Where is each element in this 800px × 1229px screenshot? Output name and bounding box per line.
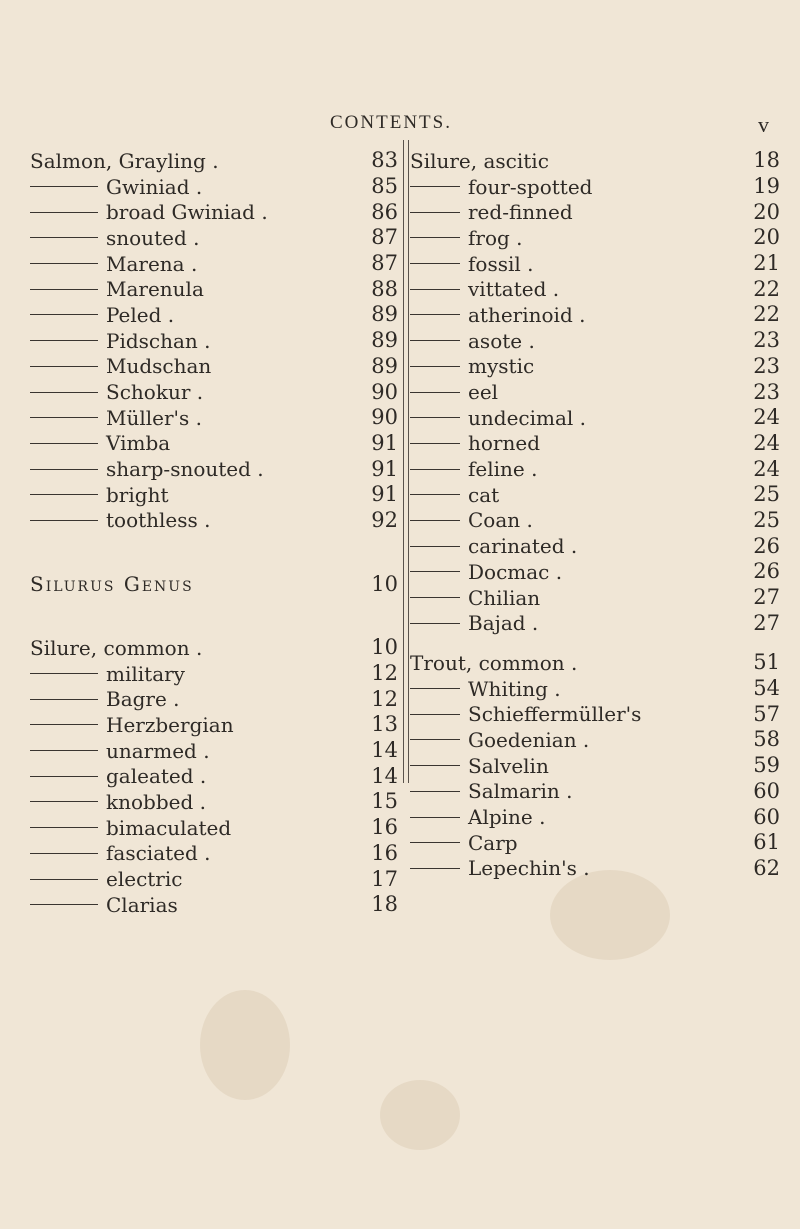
entry-page-number: 21 — [753, 251, 780, 276]
page-header — [0, 112, 800, 140]
entry-page-number: 51 — [753, 650, 780, 675]
entry-label: Clarias — [106, 892, 178, 917]
ditto-dash — [30, 212, 98, 213]
paper-stain — [200, 990, 290, 1100]
entry-page-number: 85 — [371, 174, 398, 199]
contents-entry — [410, 276, 780, 302]
ditto-dash — [30, 494, 98, 495]
contents-entry — [410, 328, 780, 354]
entry-page-number: 89 — [371, 302, 398, 327]
entry-page-number: 23 — [753, 379, 780, 404]
entry-page-number: 26 — [753, 533, 780, 558]
entry-page-number: 60 — [753, 778, 780, 803]
ditto-dash — [410, 186, 460, 187]
ditto-dash — [30, 366, 98, 367]
ditto-dash — [410, 791, 460, 792]
contents-entry — [410, 199, 780, 225]
entry-page-number: 90 — [371, 405, 398, 430]
entry-label: Silurus Genus — [30, 572, 194, 597]
entry-label: bright — [106, 482, 169, 507]
ditto-dash — [30, 314, 98, 315]
ditto-dash — [30, 853, 98, 854]
entry-page-number: 62 — [753, 855, 780, 880]
entry-page-number: 83 — [371, 148, 398, 173]
contents-entry — [30, 302, 398, 328]
ditto-dash — [30, 443, 98, 444]
paper-stain — [550, 870, 670, 960]
ditto-dash — [30, 289, 98, 290]
ditto-dash — [410, 623, 460, 624]
ditto-dash — [410, 392, 460, 393]
entry-label: Peled . — [106, 302, 175, 327]
ditto-dash — [410, 289, 460, 290]
entry-page-number: 14 — [371, 763, 398, 788]
entry-page-number: 58 — [753, 727, 780, 752]
contents-entry — [30, 148, 398, 174]
contents-entry — [30, 251, 398, 277]
contents-entry — [30, 431, 398, 457]
entry-label: military — [106, 661, 185, 686]
ditto-dash — [30, 392, 98, 393]
entry-page-number: 59 — [753, 753, 780, 778]
entry-label: Marenula — [106, 277, 204, 302]
contents-entry — [410, 225, 780, 251]
ditto-dash — [410, 868, 460, 869]
entry-page-number: 91 — [371, 456, 398, 481]
contents-entry — [30, 635, 398, 661]
entry-label: carinated . — [468, 534, 578, 559]
contents-entry — [410, 676, 780, 702]
contents-entry — [410, 456, 780, 482]
section-gap — [410, 636, 780, 650]
entry-page-number: 14 — [371, 738, 398, 763]
entry-page-number: 17 — [371, 866, 398, 891]
ditto-dash — [410, 494, 460, 495]
ditto-dash — [410, 469, 460, 470]
entry-label: Bajad . — [468, 611, 539, 636]
contents-entry — [410, 650, 780, 676]
contents-entry — [410, 779, 780, 805]
entry-label: sharp-snouted . — [106, 457, 264, 482]
entry-label: horned — [468, 431, 541, 456]
entry-page-number: 91 — [371, 430, 398, 455]
entry-label: Silure, ascitic — [410, 148, 549, 173]
contents-entry — [410, 379, 780, 405]
contents-entry — [410, 610, 780, 636]
entry-label: Marena . — [106, 251, 198, 276]
contents-entry — [410, 701, 780, 727]
contents-entry — [410, 302, 780, 328]
entry-label: Coan . — [468, 508, 533, 533]
ditto-dash — [30, 699, 98, 700]
ditto-dash — [30, 750, 98, 751]
entry-label: cat — [468, 482, 500, 507]
ditto-dash — [30, 879, 98, 880]
contents-entry — [30, 738, 398, 764]
contents-entry — [30, 789, 398, 815]
ditto-dash — [410, 765, 460, 766]
entry-page-number: 15 — [371, 789, 398, 814]
ditto-dash — [410, 597, 460, 598]
entry-label: galeated . — [106, 764, 207, 789]
entry-page-number: 23 — [753, 328, 780, 353]
entry-page-number: 18 — [753, 148, 780, 173]
entry-page-number: 18 — [371, 892, 398, 917]
entry-label: Silure, common . — [30, 635, 203, 660]
contents-entry — [410, 174, 780, 200]
paper-stain — [380, 1080, 460, 1150]
entry-page-number: 92 — [371, 507, 398, 532]
ditto-dash — [30, 801, 98, 802]
ditto-dash — [410, 546, 460, 547]
ditto-dash — [30, 340, 98, 341]
ditto-dash — [410, 688, 460, 689]
entry-page-number: 61 — [753, 830, 780, 855]
entry-label: Salmarin . — [468, 779, 573, 804]
entry-label: Whiting . — [468, 676, 561, 701]
ditto-dash — [410, 314, 460, 315]
contents-entry — [30, 379, 398, 405]
contents-entry — [30, 405, 398, 431]
entry-page-number: 54 — [753, 676, 780, 701]
entry-page-number: 20 — [753, 199, 780, 224]
contents-entry — [410, 431, 780, 457]
section-heading-row — [30, 571, 398, 597]
entry-page-number: 27 — [753, 585, 780, 610]
entry-page-number: 90 — [371, 379, 398, 404]
ditto-dash — [30, 417, 98, 418]
entry-page-number: 24 — [753, 405, 780, 430]
entry-label: Schieffermüller's — [468, 702, 642, 727]
entry-label: Müller's . — [106, 405, 203, 430]
contents-entry — [30, 712, 398, 738]
contents-entry — [30, 686, 398, 712]
entry-label: Salvelin — [468, 753, 549, 778]
entry-page-number: 12 — [371, 686, 398, 711]
ditto-dash — [410, 237, 460, 238]
entry-label: Pidschan . — [106, 328, 211, 353]
contents-entry — [30, 815, 398, 841]
entry-page-number: 16 — [371, 840, 398, 865]
entry-label: Gwiniad . — [106, 174, 203, 199]
section-gap — [30, 533, 398, 571]
entry-page-number: 20 — [753, 225, 780, 250]
contents-entry — [30, 174, 398, 200]
entry-label: Alpine . — [468, 805, 546, 830]
ditto-dash — [410, 263, 460, 264]
entry-page-number: 88 — [371, 276, 398, 301]
entry-label: Schokur . — [106, 380, 204, 405]
ditto-dash — [30, 237, 98, 238]
contents-entry — [410, 804, 780, 830]
contents-entry — [30, 276, 398, 302]
ditto-dash — [410, 366, 460, 367]
entry-page-number: 22 — [753, 302, 780, 327]
entry-page-number: 89 — [371, 353, 398, 378]
ditto-dash — [30, 724, 98, 725]
contents-entry — [30, 225, 398, 251]
contents-entry — [30, 866, 398, 892]
entry-label: Bagre . — [106, 687, 180, 712]
contents-entry — [410, 533, 780, 559]
entry-page-number: 25 — [753, 507, 780, 532]
entry-label: Chilian — [468, 585, 541, 610]
ditto-dash — [410, 714, 460, 715]
contents-entry — [30, 841, 398, 867]
entry-page-number: 86 — [371, 199, 398, 224]
contents-entry — [30, 354, 398, 380]
entry-label: undecimal . — [468, 405, 586, 430]
entry-label: Vimba — [106, 431, 171, 456]
entry-label: mystic — [468, 354, 535, 379]
ditto-dash — [410, 417, 460, 418]
contents-entry — [410, 559, 780, 585]
contents-entry — [30, 892, 398, 918]
entry-label: four-spotted — [468, 174, 593, 199]
ditto-dash — [410, 520, 460, 521]
entry-label: fossil . — [468, 251, 534, 276]
entry-page-number: 13 — [371, 712, 398, 737]
entry-label: feline . — [468, 457, 538, 482]
contents-entry — [410, 251, 780, 277]
entry-page-number: 87 — [371, 251, 398, 276]
entry-label: atherinoid . — [468, 302, 586, 327]
contents-entry — [30, 508, 398, 534]
ditto-dash — [410, 739, 460, 740]
ditto-dash — [30, 776, 98, 777]
entry-page-number: 60 — [753, 804, 780, 829]
entry-label: frog . — [468, 225, 523, 250]
entry-page-number: 89 — [371, 328, 398, 353]
ditto-dash — [30, 673, 98, 674]
contents-entry — [30, 328, 398, 354]
contents-entry — [30, 482, 398, 508]
contents-entry — [410, 405, 780, 431]
contents-entry — [410, 753, 780, 779]
ditto-dash — [410, 842, 460, 843]
ditto-dash — [30, 186, 98, 187]
ditto-dash — [30, 469, 98, 470]
ditto-dash — [410, 817, 460, 818]
entry-page-number: 12 — [371, 661, 398, 686]
entry-label: snouted . — [106, 225, 200, 250]
ditto-dash — [410, 212, 460, 213]
section-gap — [30, 597, 398, 635]
contents-entry — [410, 508, 780, 534]
ditto-dash — [30, 904, 98, 905]
contents-entry — [30, 763, 398, 789]
entry-page-number: 10 — [371, 635, 398, 660]
contents-entry — [410, 354, 780, 380]
entry-page-number: 25 — [753, 482, 780, 507]
entry-label: toothless . — [106, 508, 211, 533]
contents-entry — [410, 830, 780, 856]
contents-entry — [30, 199, 398, 225]
page-title: CONTENTS. — [330, 112, 452, 133]
entry-label: electric — [106, 867, 183, 892]
entry-label: Goedenian . — [468, 727, 590, 752]
contents-entry — [30, 661, 398, 687]
contents-entry — [410, 148, 780, 174]
ditto-dash — [410, 571, 460, 572]
entry-page-number: 91 — [371, 482, 398, 507]
entry-page-number: 87 — [371, 225, 398, 250]
entry-label: red-finned — [468, 200, 573, 225]
page-number: v — [758, 112, 769, 137]
entry-label: eel — [468, 380, 499, 405]
entry-label: Lepechin's . — [468, 856, 590, 881]
contents-entry — [410, 856, 780, 882]
entry-label: knobbed . — [106, 789, 206, 814]
entry-page-number: 19 — [753, 174, 780, 199]
contents-left-column — [30, 148, 398, 918]
entry-page-number: 24 — [753, 430, 780, 455]
entry-label: Herzbergian — [106, 712, 234, 737]
entry-label: Salmon, Grayling . — [30, 148, 219, 173]
entry-label: broad Gwiniad . — [106, 200, 268, 225]
entry-label: fasciated . — [106, 841, 211, 866]
entry-label: vittated . — [468, 277, 560, 302]
contents-entry — [410, 482, 780, 508]
contents-entry — [410, 727, 780, 753]
entry-page-number: 57 — [753, 701, 780, 726]
entry-page-number: 24 — [753, 456, 780, 481]
column-divider — [403, 140, 409, 783]
entry-label: bimaculated — [106, 815, 232, 840]
ditto-dash — [30, 263, 98, 264]
entry-label: Docmac . — [468, 559, 563, 584]
entry-label: Carp — [468, 830, 518, 855]
contents-entry — [410, 585, 780, 611]
entry-label: asote . — [468, 328, 535, 353]
contents-entry — [30, 456, 398, 482]
ditto-dash — [30, 827, 98, 828]
ditto-dash — [30, 520, 98, 521]
entry-page-number: 26 — [753, 559, 780, 584]
entry-page-number: 23 — [753, 353, 780, 378]
entry-page-number: 27 — [753, 610, 780, 635]
entry-label: unarmed . — [106, 738, 210, 763]
ditto-dash — [410, 340, 460, 341]
entry-label: Trout, common . — [410, 650, 578, 675]
entry-page-number: 22 — [753, 276, 780, 301]
entry-label: Mudschan — [106, 354, 212, 379]
ditto-dash — [410, 443, 460, 444]
contents-right-column — [410, 148, 780, 881]
entry-page-number: 16 — [371, 815, 398, 840]
entry-page-number: 10 — [371, 571, 398, 596]
